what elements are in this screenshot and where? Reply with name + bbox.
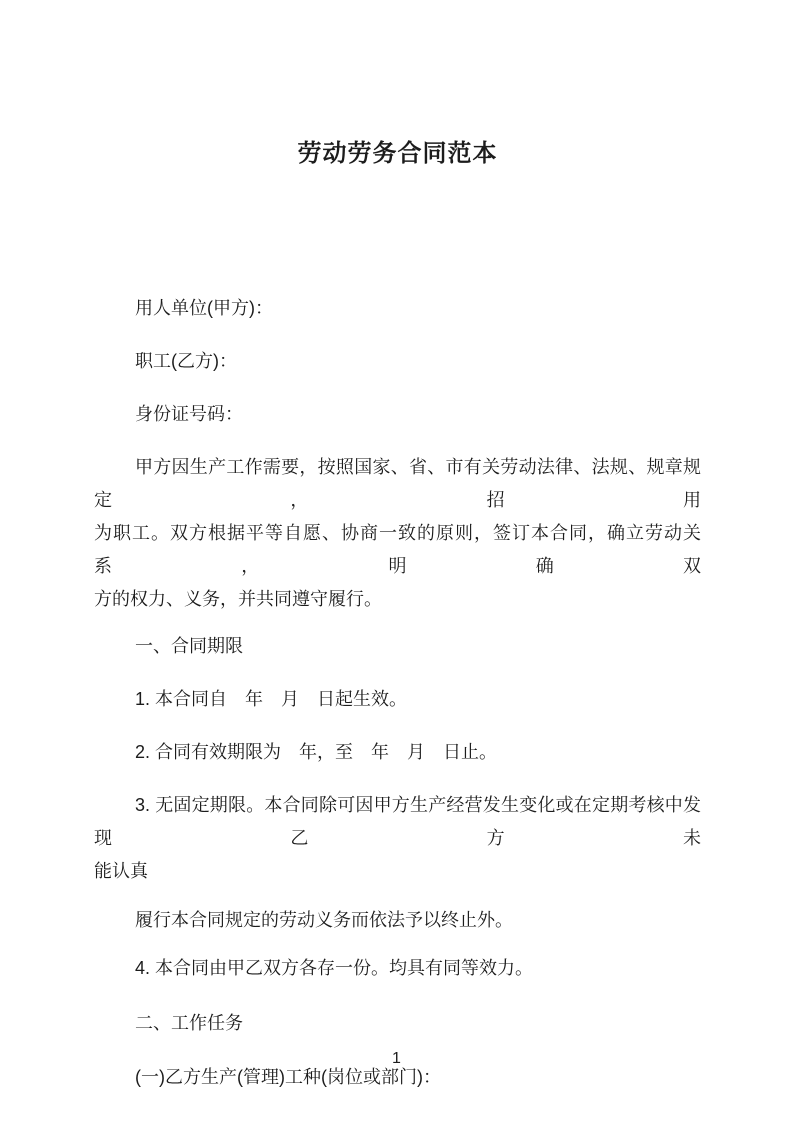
- page-number: 1: [392, 1050, 401, 1067]
- id-number-label: 身份证号码：: [135, 404, 243, 424]
- section-1-item-4: 4. 本合同由甲乙双方各存一份。均具有同等效力。: [135, 958, 534, 978]
- section-1-item-3-line-2: 能认真: [94, 861, 148, 881]
- section-1-item-3: [94, 789, 701, 888]
- employee-party-label: 职工(乙方)：: [135, 351, 237, 371]
- document-title: 劳动劳务合同范本: [297, 140, 498, 167]
- intro-line-3: 方的权力、义务，并共同遵守履行。: [94, 589, 382, 609]
- intro-line-1: 甲方因生产工作需要，按照国家、省、市有关劳动法律、法规、规章规定，招用: [94, 457, 701, 510]
- section-2-item-1: (一)乙方生产(管理)工种(岗位或部门)：: [135, 1067, 441, 1087]
- intro-paragraph: [94, 451, 701, 616]
- section-1-heading: 一、合同期限: [135, 636, 243, 656]
- intro-line-2: 为职工。双方根据平等自愿、协商一致的原则，签订本合同，确立劳动关系，明确双: [94, 523, 701, 576]
- section-1-item-3-line-1: 3. 无固定期限。本合同除可因甲方生产经营发生变化或在定期考核中发现乙方未: [94, 795, 701, 848]
- section-1-item-2: 2. 合同有效期限为 年，至 年 月 日止。: [135, 742, 498, 762]
- section-1-item-3-continuation: 履行本合同规定的劳动义务而依法予以终止外。: [135, 910, 513, 930]
- employer-party-label: 用人单位(甲方)：: [135, 298, 273, 318]
- section-2-heading: 二、工作任务: [135, 1013, 243, 1033]
- section-1-item-1: 1. 本合同自 年 月 日起生效。: [135, 689, 408, 709]
